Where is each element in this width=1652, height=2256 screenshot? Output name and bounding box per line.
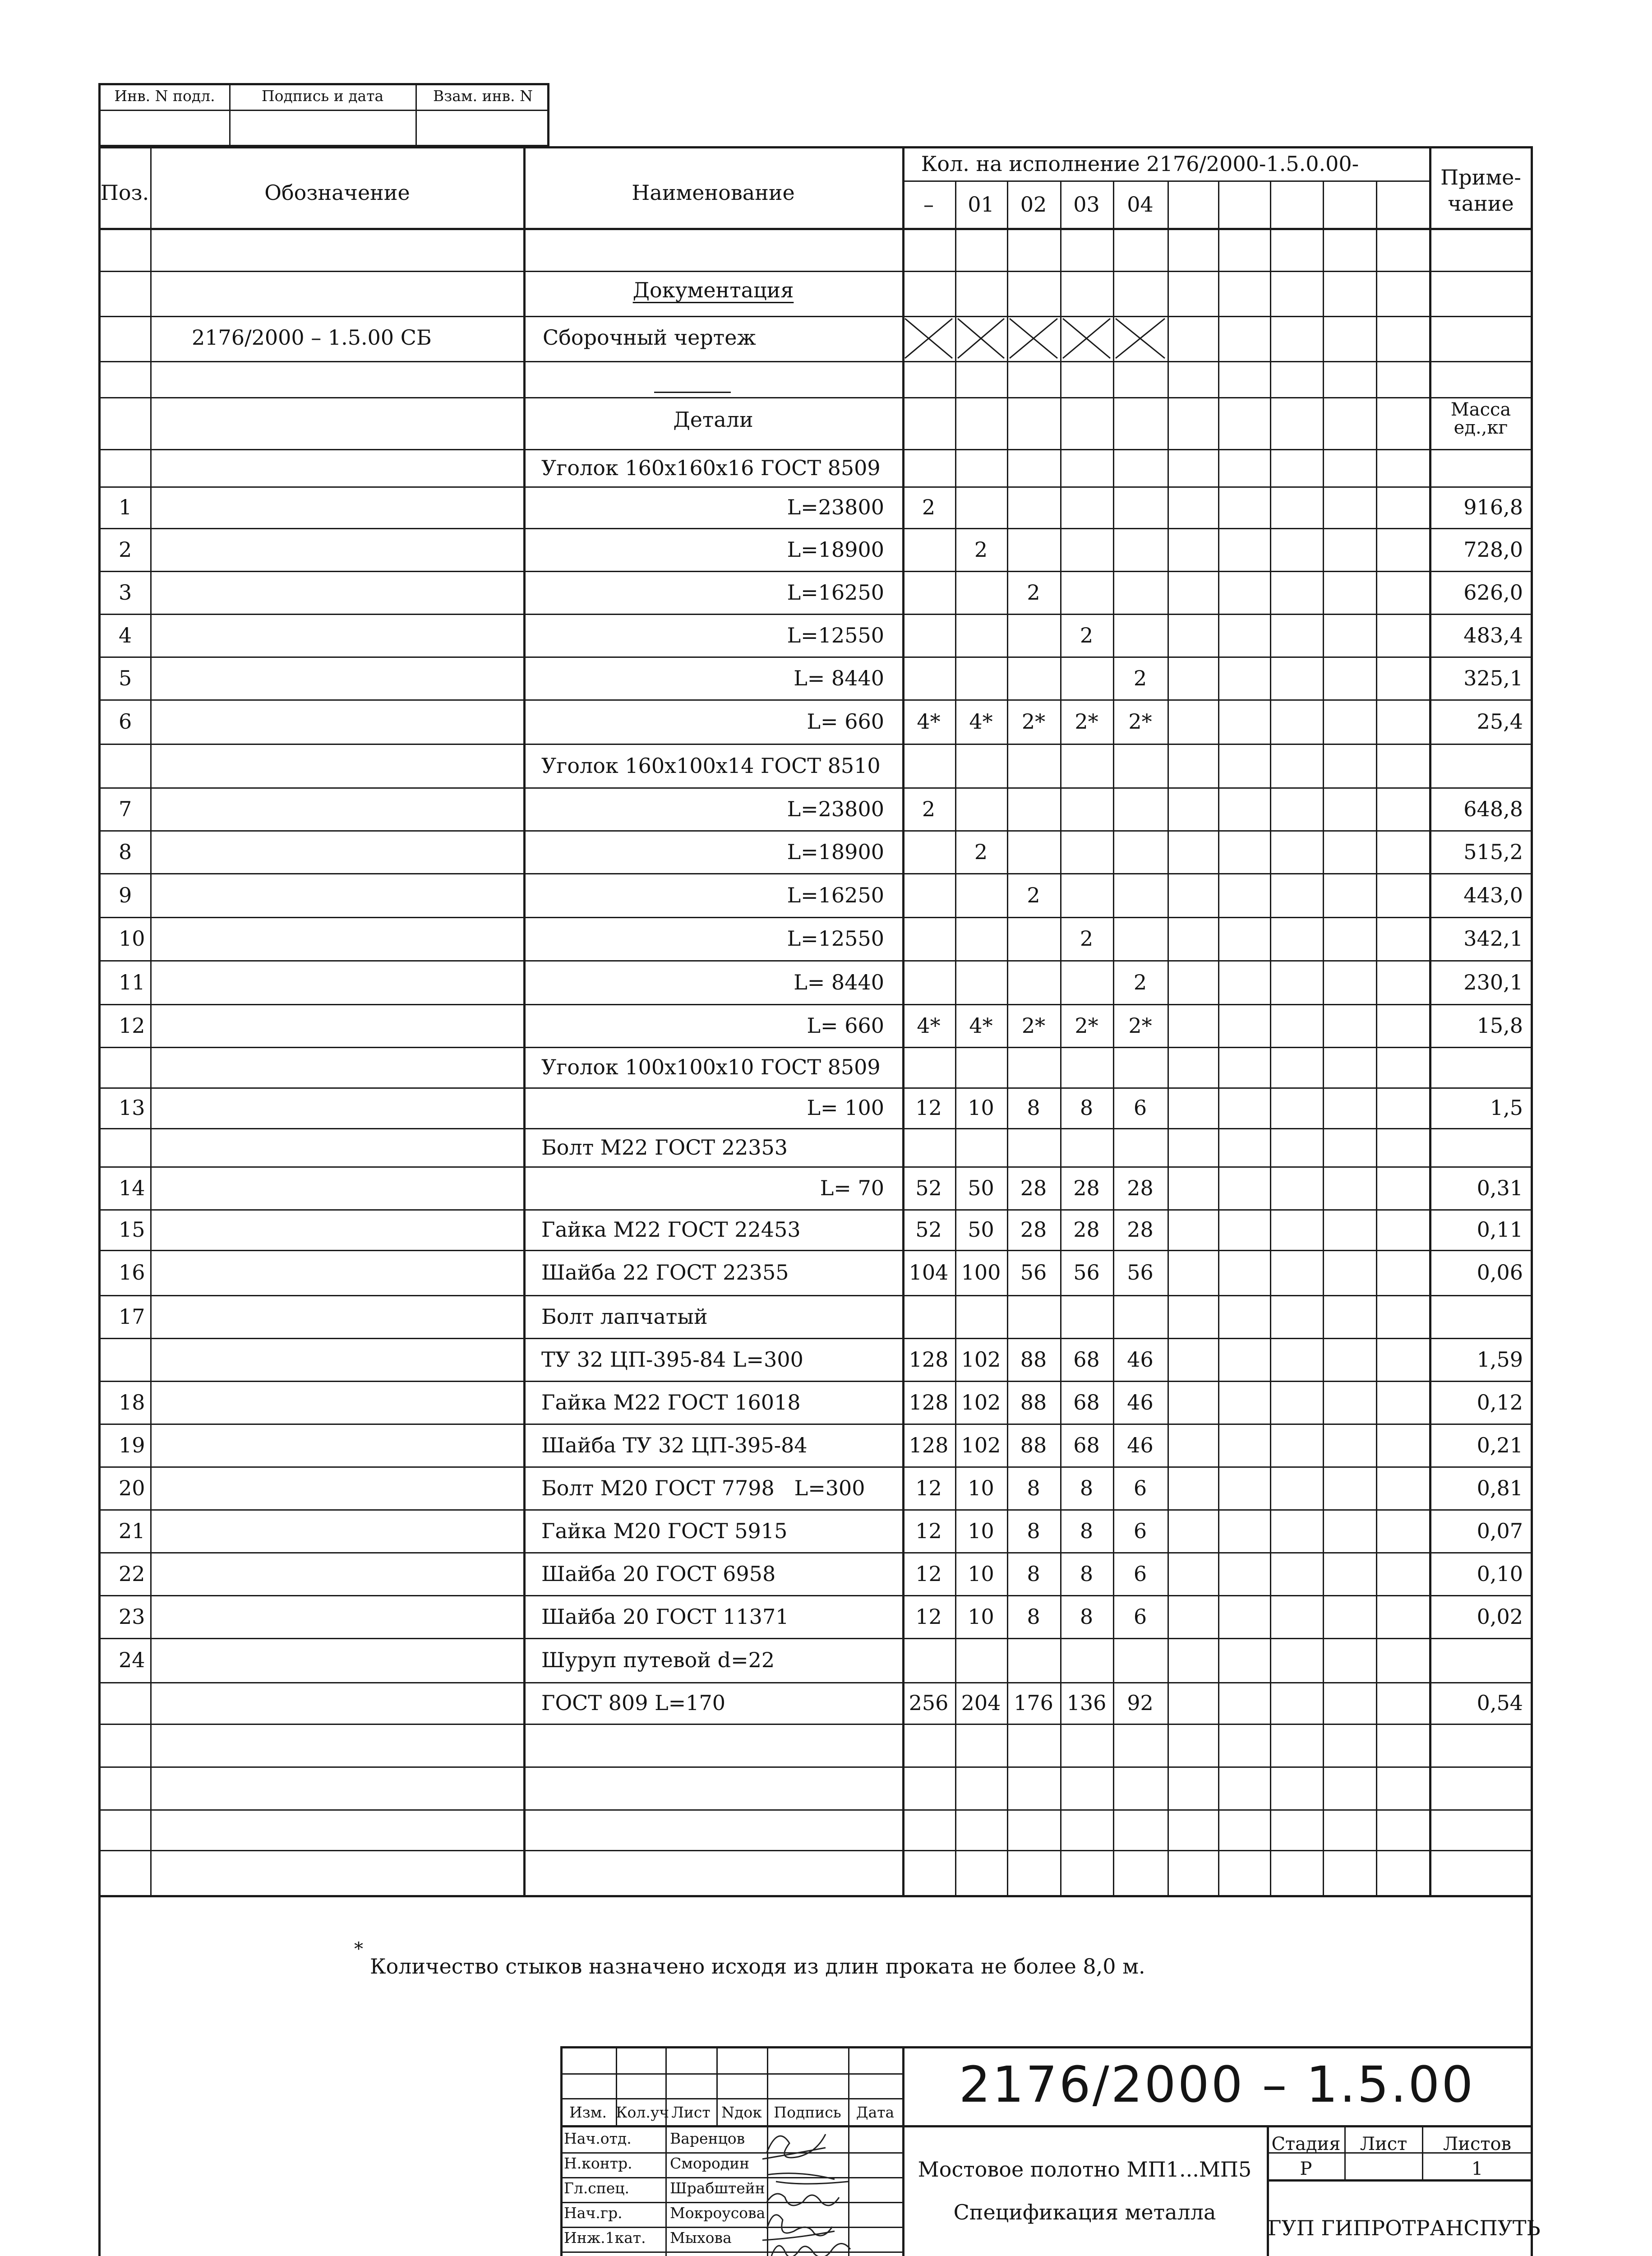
row-qty-3: 8 bbox=[1080, 1475, 1094, 1500]
tb-person: Шрабштейн bbox=[670, 2179, 765, 2197]
row-name: Шайба ТУ 32 ЦП-395-84 bbox=[541, 1433, 808, 1457]
tb-role: Н.контр. bbox=[564, 2154, 632, 2172]
row-qty-0: 128 bbox=[909, 1390, 949, 1415]
row-name: Болт М22 ГОСТ 22353 bbox=[541, 1135, 788, 1160]
row-qty-0: 12 bbox=[915, 1518, 942, 1543]
grid-line bbox=[1323, 180, 1324, 1895]
row-mass: 916,8 bbox=[1463, 495, 1523, 519]
tb-line bbox=[560, 2073, 902, 2075]
stage-value: Р bbox=[1300, 2159, 1312, 2179]
row-qty-4: 2* bbox=[1128, 1013, 1152, 1038]
sign-label: Подпись и дата bbox=[261, 87, 384, 105]
row-qty-1: 10 bbox=[968, 1518, 994, 1543]
row-qty-3: 28 bbox=[1073, 1217, 1100, 1242]
row-name: L=12550 bbox=[787, 623, 884, 647]
row-name: Шуруп путевой d=22 bbox=[541, 1648, 775, 1672]
grid-line bbox=[98, 1552, 1533, 1553]
row-mass: 515,2 bbox=[1463, 839, 1523, 864]
row-qty-2: 2* bbox=[1021, 1013, 1046, 1038]
row-qty-3: 8 bbox=[1080, 1604, 1094, 1629]
grid-line bbox=[98, 1338, 1533, 1339]
row-mass: 230,1 bbox=[1463, 970, 1523, 994]
row-qty-3: 68 bbox=[1073, 1390, 1100, 1415]
doc-name: Сборочный чертеж bbox=[543, 325, 756, 350]
row-mass: 0,11 bbox=[1477, 1217, 1523, 1242]
row-qty-2: 28 bbox=[1020, 1175, 1047, 1200]
row-pos: 18 bbox=[119, 1390, 145, 1415]
row-qty-3: 136 bbox=[1066, 1691, 1107, 1715]
row-qty-4: 2 bbox=[1133, 970, 1147, 994]
row-pos: 2 bbox=[119, 537, 132, 562]
row-mass: 483,4 bbox=[1463, 623, 1523, 647]
row-qty-0: 104 bbox=[909, 1260, 949, 1285]
row-qty-1: 10 bbox=[968, 1561, 994, 1586]
tb-col-header: Подпись bbox=[774, 2103, 841, 2121]
row-qty-3: 68 bbox=[1073, 1433, 1100, 1457]
row-qty-3: 2* bbox=[1075, 1013, 1098, 1038]
header-pos: Поз. bbox=[100, 180, 149, 205]
row-pos: 6 bbox=[119, 709, 132, 734]
tb-role: Нач.отд. bbox=[564, 2130, 632, 2147]
tb-role: Инж.1кат. bbox=[564, 2229, 646, 2247]
row-qty-3: 8 bbox=[1080, 1518, 1094, 1543]
tb-col-header: Кол.уч bbox=[616, 2103, 669, 2121]
grid-line bbox=[1167, 180, 1169, 1895]
row-qty-4: 56 bbox=[1127, 1260, 1154, 1285]
row-qty-3: 28 bbox=[1073, 1175, 1100, 1200]
row-pos: 9 bbox=[119, 883, 132, 907]
row-qty-4: 6 bbox=[1133, 1561, 1147, 1586]
tb-col-header: Изм. bbox=[569, 2103, 607, 2121]
tb-person: Варенцов bbox=[670, 2130, 745, 2147]
documentation-heading: Документация bbox=[632, 278, 794, 302]
row-qty-4: 28 bbox=[1127, 1217, 1154, 1242]
row-name: Болт М20 ГОСТ 7798 L=300 bbox=[541, 1475, 865, 1500]
grid-line bbox=[1113, 180, 1114, 1895]
row-qty-0: 52 bbox=[915, 1175, 942, 1200]
row-qty-2: 88 bbox=[1020, 1347, 1047, 1372]
row-pos: 24 bbox=[119, 1648, 145, 1672]
row-qty-4: 6 bbox=[1133, 1518, 1147, 1543]
row-name: L= 660 bbox=[807, 709, 884, 734]
grid-line bbox=[98, 1850, 1533, 1851]
row-qty-2: 56 bbox=[1020, 1260, 1047, 1285]
grid-line bbox=[98, 1595, 1533, 1596]
tb-line bbox=[560, 2098, 902, 2099]
title-line-2: Спецификация металла bbox=[953, 2200, 1216, 2224]
row-qty-1: 2 bbox=[974, 839, 988, 864]
row-qty-0: 2 bbox=[922, 495, 936, 519]
row-pos: 1 bbox=[119, 495, 132, 519]
grid-line bbox=[98, 1128, 1533, 1129]
row-qty-4: 6 bbox=[1133, 1096, 1147, 1120]
row-qty-3: 56 bbox=[1073, 1260, 1100, 1285]
row-mass: 648,8 bbox=[1463, 796, 1523, 821]
row-name: ГОСТ 809 L=170 bbox=[541, 1691, 725, 1715]
variant-header-0: – bbox=[923, 192, 934, 217]
grid-line bbox=[98, 1295, 1533, 1296]
grid-line bbox=[98, 614, 1533, 615]
grid-line bbox=[98, 1166, 1533, 1168]
grid-line bbox=[98, 361, 1533, 362]
row-name: Уголок 160х100х14 ГОСТ 8510 bbox=[541, 753, 881, 778]
row-pos: 11 bbox=[119, 970, 145, 994]
row-qty-2: 2 bbox=[1027, 883, 1040, 907]
doc-designation: 2176/2000 – 1.5.00 СБ bbox=[192, 325, 432, 350]
row-mass: 0,12 bbox=[1477, 1390, 1523, 1415]
row-qty-3: 2* bbox=[1075, 709, 1098, 734]
row-qty-1: 102 bbox=[961, 1347, 1001, 1372]
row-qty-1: 100 bbox=[961, 1260, 1001, 1285]
row-qty-3: 2 bbox=[1080, 926, 1094, 951]
row-name: L=18900 bbox=[787, 537, 884, 562]
grid-line bbox=[98, 1209, 1533, 1211]
row-name: L=16250 bbox=[787, 883, 884, 907]
row-pos: 13 bbox=[119, 1096, 145, 1120]
grid-line bbox=[1270, 180, 1271, 1895]
row-qty-2: 8 bbox=[1027, 1475, 1040, 1500]
row-name: Шайба 22 ГОСТ 22355 bbox=[541, 1260, 789, 1285]
row-pos: 23 bbox=[119, 1604, 145, 1629]
sheet-label: Лист bbox=[1360, 2134, 1407, 2154]
row-mass: 15,8 bbox=[1477, 1013, 1523, 1038]
header-designation: Обозначение bbox=[264, 180, 410, 205]
row-qty-2: 28 bbox=[1020, 1217, 1047, 1242]
row-pos: 10 bbox=[119, 926, 145, 951]
row-name: L=18900 bbox=[787, 839, 884, 864]
row-name: L=23800 bbox=[787, 495, 884, 519]
row-qty-0: 256 bbox=[909, 1691, 949, 1715]
row-mass: 626,0 bbox=[1463, 580, 1523, 605]
row-name: Шайба 20 ГОСТ 6958 bbox=[541, 1561, 776, 1586]
row-qty-0: 4* bbox=[917, 709, 941, 734]
mass-header-2: ед.,кг bbox=[1454, 417, 1508, 438]
footnote-mark: * bbox=[354, 1939, 363, 1960]
header-qty-title: Кол. на исполнение 2176/2000-1.5.0.00- bbox=[921, 152, 1359, 176]
row-qty-4: 6 bbox=[1133, 1475, 1147, 1500]
grid-line bbox=[98, 1638, 1533, 1639]
row-mass: 0,31 bbox=[1477, 1175, 1523, 1200]
row-name: Уголок 100х100х10 ГОСТ 8509 bbox=[541, 1055, 881, 1079]
grid-line bbox=[98, 1766, 1533, 1768]
grid-line bbox=[98, 449, 1533, 450]
tb-line bbox=[902, 2125, 1533, 2127]
row-qty-0: 128 bbox=[909, 1433, 949, 1457]
row-pos: 15 bbox=[119, 1217, 145, 1242]
row-qty-4: 2* bbox=[1128, 709, 1152, 734]
tb-role: Гл.спец. bbox=[564, 2179, 630, 2197]
tb-line bbox=[560, 2046, 1533, 2048]
header-note-1: Приме- bbox=[1440, 165, 1521, 190]
row-qty-4: 6 bbox=[1133, 1604, 1147, 1629]
header-name: Наименование bbox=[632, 180, 795, 205]
tb-line bbox=[560, 2251, 902, 2253]
row-name: L=16250 bbox=[787, 580, 884, 605]
row-qty-1: 50 bbox=[968, 1175, 994, 1200]
grid-line bbox=[98, 1424, 1533, 1425]
row-mass: 342,1 bbox=[1463, 926, 1523, 951]
row-qty-2: 2* bbox=[1021, 709, 1046, 734]
row-name: L= 100 bbox=[807, 1096, 884, 1120]
row-name: Уголок 160х160х16 ГОСТ 8509 bbox=[541, 455, 881, 480]
row-qty-1: 2 bbox=[974, 537, 988, 562]
row-name: ТУ 32 ЦП-395-84 L=300 bbox=[541, 1347, 803, 1372]
vzam-label: Взам. инв. N bbox=[433, 87, 533, 105]
variant-header-3: 03 bbox=[1073, 192, 1100, 217]
grid-line bbox=[150, 146, 152, 1895]
grid-line bbox=[98, 271, 1533, 272]
row-qty-0: 12 bbox=[915, 1561, 942, 1586]
row-qty-4: 28 bbox=[1127, 1175, 1154, 1200]
row-qty-4: 2 bbox=[1133, 666, 1147, 690]
grid-line bbox=[98, 656, 1533, 658]
row-mass: 1,5 bbox=[1490, 1096, 1523, 1120]
tb-col-header: Дата bbox=[856, 2103, 895, 2121]
row-qty-4: 46 bbox=[1127, 1433, 1154, 1457]
row-qty-0: 12 bbox=[915, 1096, 942, 1120]
variant-header-2: 02 bbox=[1020, 192, 1047, 217]
grid-line bbox=[98, 917, 1533, 918]
row-name: L=23800 bbox=[787, 796, 884, 821]
row-name: L= 8440 bbox=[794, 666, 884, 690]
grid-line bbox=[98, 1895, 1533, 1897]
row-qty-3: 8 bbox=[1080, 1561, 1094, 1586]
row-qty-3: 68 bbox=[1073, 1347, 1100, 1372]
row-name: L=12550 bbox=[787, 926, 884, 951]
tb-person: Смородин bbox=[670, 2154, 750, 2172]
row-name: Шайба 20 ГОСТ 11371 bbox=[541, 1604, 789, 1629]
row-qty-2: 8 bbox=[1027, 1561, 1040, 1586]
grid-line bbox=[98, 1004, 1533, 1005]
row-pos: 5 bbox=[119, 666, 132, 690]
row-qty-1: 10 bbox=[968, 1096, 994, 1120]
row-name: Болт лапчатый bbox=[541, 1304, 708, 1329]
grid-line bbox=[1007, 180, 1008, 1895]
sheets-label: Листов bbox=[1443, 2134, 1512, 2154]
grid-line bbox=[98, 228, 1533, 230]
row-name: Гайка М22 ГОСТ 16018 bbox=[541, 1390, 801, 1415]
header-note-2: чание bbox=[1448, 191, 1514, 216]
grid-line bbox=[98, 1047, 1533, 1048]
row-pos: 20 bbox=[119, 1475, 145, 1500]
grid-line bbox=[98, 1250, 1533, 1251]
sheets-value: 1 bbox=[1471, 2159, 1483, 2179]
row-qty-1: 10 bbox=[968, 1475, 994, 1500]
details-rule bbox=[654, 392, 731, 393]
row-mass: 0,54 bbox=[1477, 1691, 1523, 1715]
row-qty-3: 8 bbox=[1080, 1096, 1094, 1120]
tb-line bbox=[560, 2125, 902, 2127]
grid-line bbox=[1376, 180, 1377, 1895]
grid-line bbox=[98, 571, 1533, 572]
grid-line bbox=[1060, 180, 1061, 1895]
tb-line bbox=[560, 2227, 902, 2228]
variant-header-4: 04 bbox=[1127, 192, 1154, 217]
grid-line bbox=[1218, 180, 1219, 1895]
row-name: L= 70 bbox=[820, 1175, 884, 1200]
grid-line bbox=[98, 528, 1533, 529]
row-pos: 8 bbox=[119, 839, 132, 864]
tb-line bbox=[560, 2152, 902, 2154]
row-mass: 728,0 bbox=[1463, 537, 1523, 562]
grid-line bbox=[98, 787, 1533, 789]
inv-label: Инв. N подл. bbox=[114, 87, 215, 105]
row-qty-3: 2 bbox=[1080, 623, 1094, 647]
row-pos: 17 bbox=[119, 1304, 145, 1329]
tb-line bbox=[560, 2202, 902, 2203]
grid-line bbox=[98, 316, 1533, 317]
grid-line bbox=[98, 1682, 1533, 1683]
tb-line bbox=[1267, 2179, 1533, 2182]
row-qty-0: 128 bbox=[909, 1347, 949, 1372]
grid-line bbox=[98, 830, 1533, 832]
row-mass: 1,59 bbox=[1477, 1347, 1523, 1372]
row-name: Гайка М20 ГОСТ 5915 bbox=[541, 1518, 788, 1543]
grid-line bbox=[98, 873, 1533, 874]
row-pos: 14 bbox=[119, 1175, 145, 1200]
row-pos: 21 bbox=[119, 1518, 145, 1543]
row-qty-0: 2 bbox=[922, 796, 936, 821]
row-qty-1: 10 bbox=[968, 1604, 994, 1629]
row-pos: 22 bbox=[119, 1561, 145, 1586]
grid-line bbox=[98, 1466, 1533, 1468]
tb-person: Мокроусова bbox=[670, 2204, 766, 2222]
row-qty-0: 12 bbox=[915, 1604, 942, 1629]
grid-line bbox=[98, 1087, 1533, 1089]
grid-line bbox=[98, 1509, 1533, 1511]
row-mass: 0,81 bbox=[1477, 1475, 1523, 1500]
row-qty-2: 8 bbox=[1027, 1096, 1040, 1120]
grid-line bbox=[98, 1381, 1533, 1382]
variant-header-1: 01 bbox=[968, 192, 994, 217]
grid-line bbox=[98, 699, 1533, 701]
row-pos: 12 bbox=[119, 1013, 145, 1038]
tb-col-header: Лист bbox=[671, 2103, 711, 2121]
tb-line bbox=[665, 2125, 667, 2256]
title-line-1: Мостовое полотно МП1...МП5 bbox=[918, 2157, 1252, 2182]
tb-line bbox=[560, 2177, 902, 2178]
row-qty-1: 102 bbox=[961, 1433, 1001, 1457]
grid-line bbox=[98, 744, 1533, 745]
footnote-text: Количество стыков назначено исходя из длин проката не более 8,0 м. bbox=[370, 1954, 1145, 1979]
tb-person: Мыхова bbox=[670, 2229, 732, 2247]
row-qty-0: 52 bbox=[915, 1217, 942, 1242]
row-qty-2: 8 bbox=[1027, 1604, 1040, 1629]
row-qty-2: 8 bbox=[1027, 1518, 1040, 1543]
row-qty-1: 4* bbox=[969, 1013, 993, 1038]
row-name: Гайка М22 ГОСТ 22453 bbox=[541, 1217, 801, 1242]
tb-line bbox=[767, 2125, 768, 2256]
organization: ГУП ГИПРОТРАНСПУТЬ bbox=[1268, 2216, 1541, 2240]
row-mass: 25,4 bbox=[1477, 709, 1523, 734]
row-mass: 0,06 bbox=[1477, 1260, 1523, 1285]
row-pos: 3 bbox=[119, 580, 132, 605]
grid-line bbox=[98, 1724, 1533, 1725]
row-mass: 0,21 bbox=[1477, 1433, 1523, 1457]
details-heading: Детали bbox=[673, 407, 753, 432]
row-mass: 0,10 bbox=[1477, 1561, 1523, 1586]
row-qty-2: 176 bbox=[1014, 1691, 1053, 1715]
doc-number: 2176/2000 – 1.5.00 bbox=[959, 2056, 1475, 2113]
row-qty-1: 4* bbox=[969, 709, 993, 734]
row-qty-4: 46 bbox=[1127, 1347, 1154, 1372]
row-qty-4: 92 bbox=[1127, 1691, 1154, 1715]
grid-line bbox=[98, 397, 1533, 398]
grid-line bbox=[902, 180, 1429, 182]
tb-line bbox=[848, 2125, 849, 2256]
stage-label: Стадия bbox=[1271, 2134, 1341, 2154]
row-mass: 0,07 bbox=[1477, 1518, 1523, 1543]
tb-role: Нач.гр. bbox=[564, 2204, 623, 2222]
row-pos: 16 bbox=[119, 1260, 145, 1285]
row-mass: 0,02 bbox=[1477, 1604, 1523, 1629]
row-mass: 443,0 bbox=[1463, 883, 1523, 907]
grid-line bbox=[98, 486, 1533, 488]
row-qty-2: 88 bbox=[1020, 1390, 1047, 1415]
row-qty-1: 50 bbox=[968, 1217, 994, 1242]
row-pos: 7 bbox=[119, 796, 132, 821]
row-mass: 325,1 bbox=[1463, 666, 1523, 690]
row-qty-1: 204 bbox=[961, 1691, 1001, 1715]
row-qty-2: 2 bbox=[1027, 580, 1040, 605]
row-pos: 19 bbox=[119, 1433, 145, 1457]
grid-line bbox=[98, 1809, 1533, 1811]
row-qty-0: 4* bbox=[917, 1013, 941, 1038]
row-pos: 4 bbox=[119, 623, 132, 647]
grid-line bbox=[98, 960, 1533, 962]
row-qty-2: 88 bbox=[1020, 1433, 1047, 1457]
row-qty-4: 46 bbox=[1127, 1390, 1154, 1415]
mass-header-1: Масса bbox=[1450, 399, 1511, 420]
tb-line bbox=[560, 2046, 563, 2256]
grid-line bbox=[955, 180, 956, 1895]
row-name: L= 8440 bbox=[794, 970, 884, 994]
row-qty-0: 12 bbox=[915, 1475, 942, 1500]
row-qty-1: 102 bbox=[961, 1390, 1001, 1415]
grid-line bbox=[523, 146, 526, 1895]
row-name: L= 660 bbox=[807, 1013, 884, 1038]
tb-col-header: Nдок bbox=[721, 2103, 762, 2121]
